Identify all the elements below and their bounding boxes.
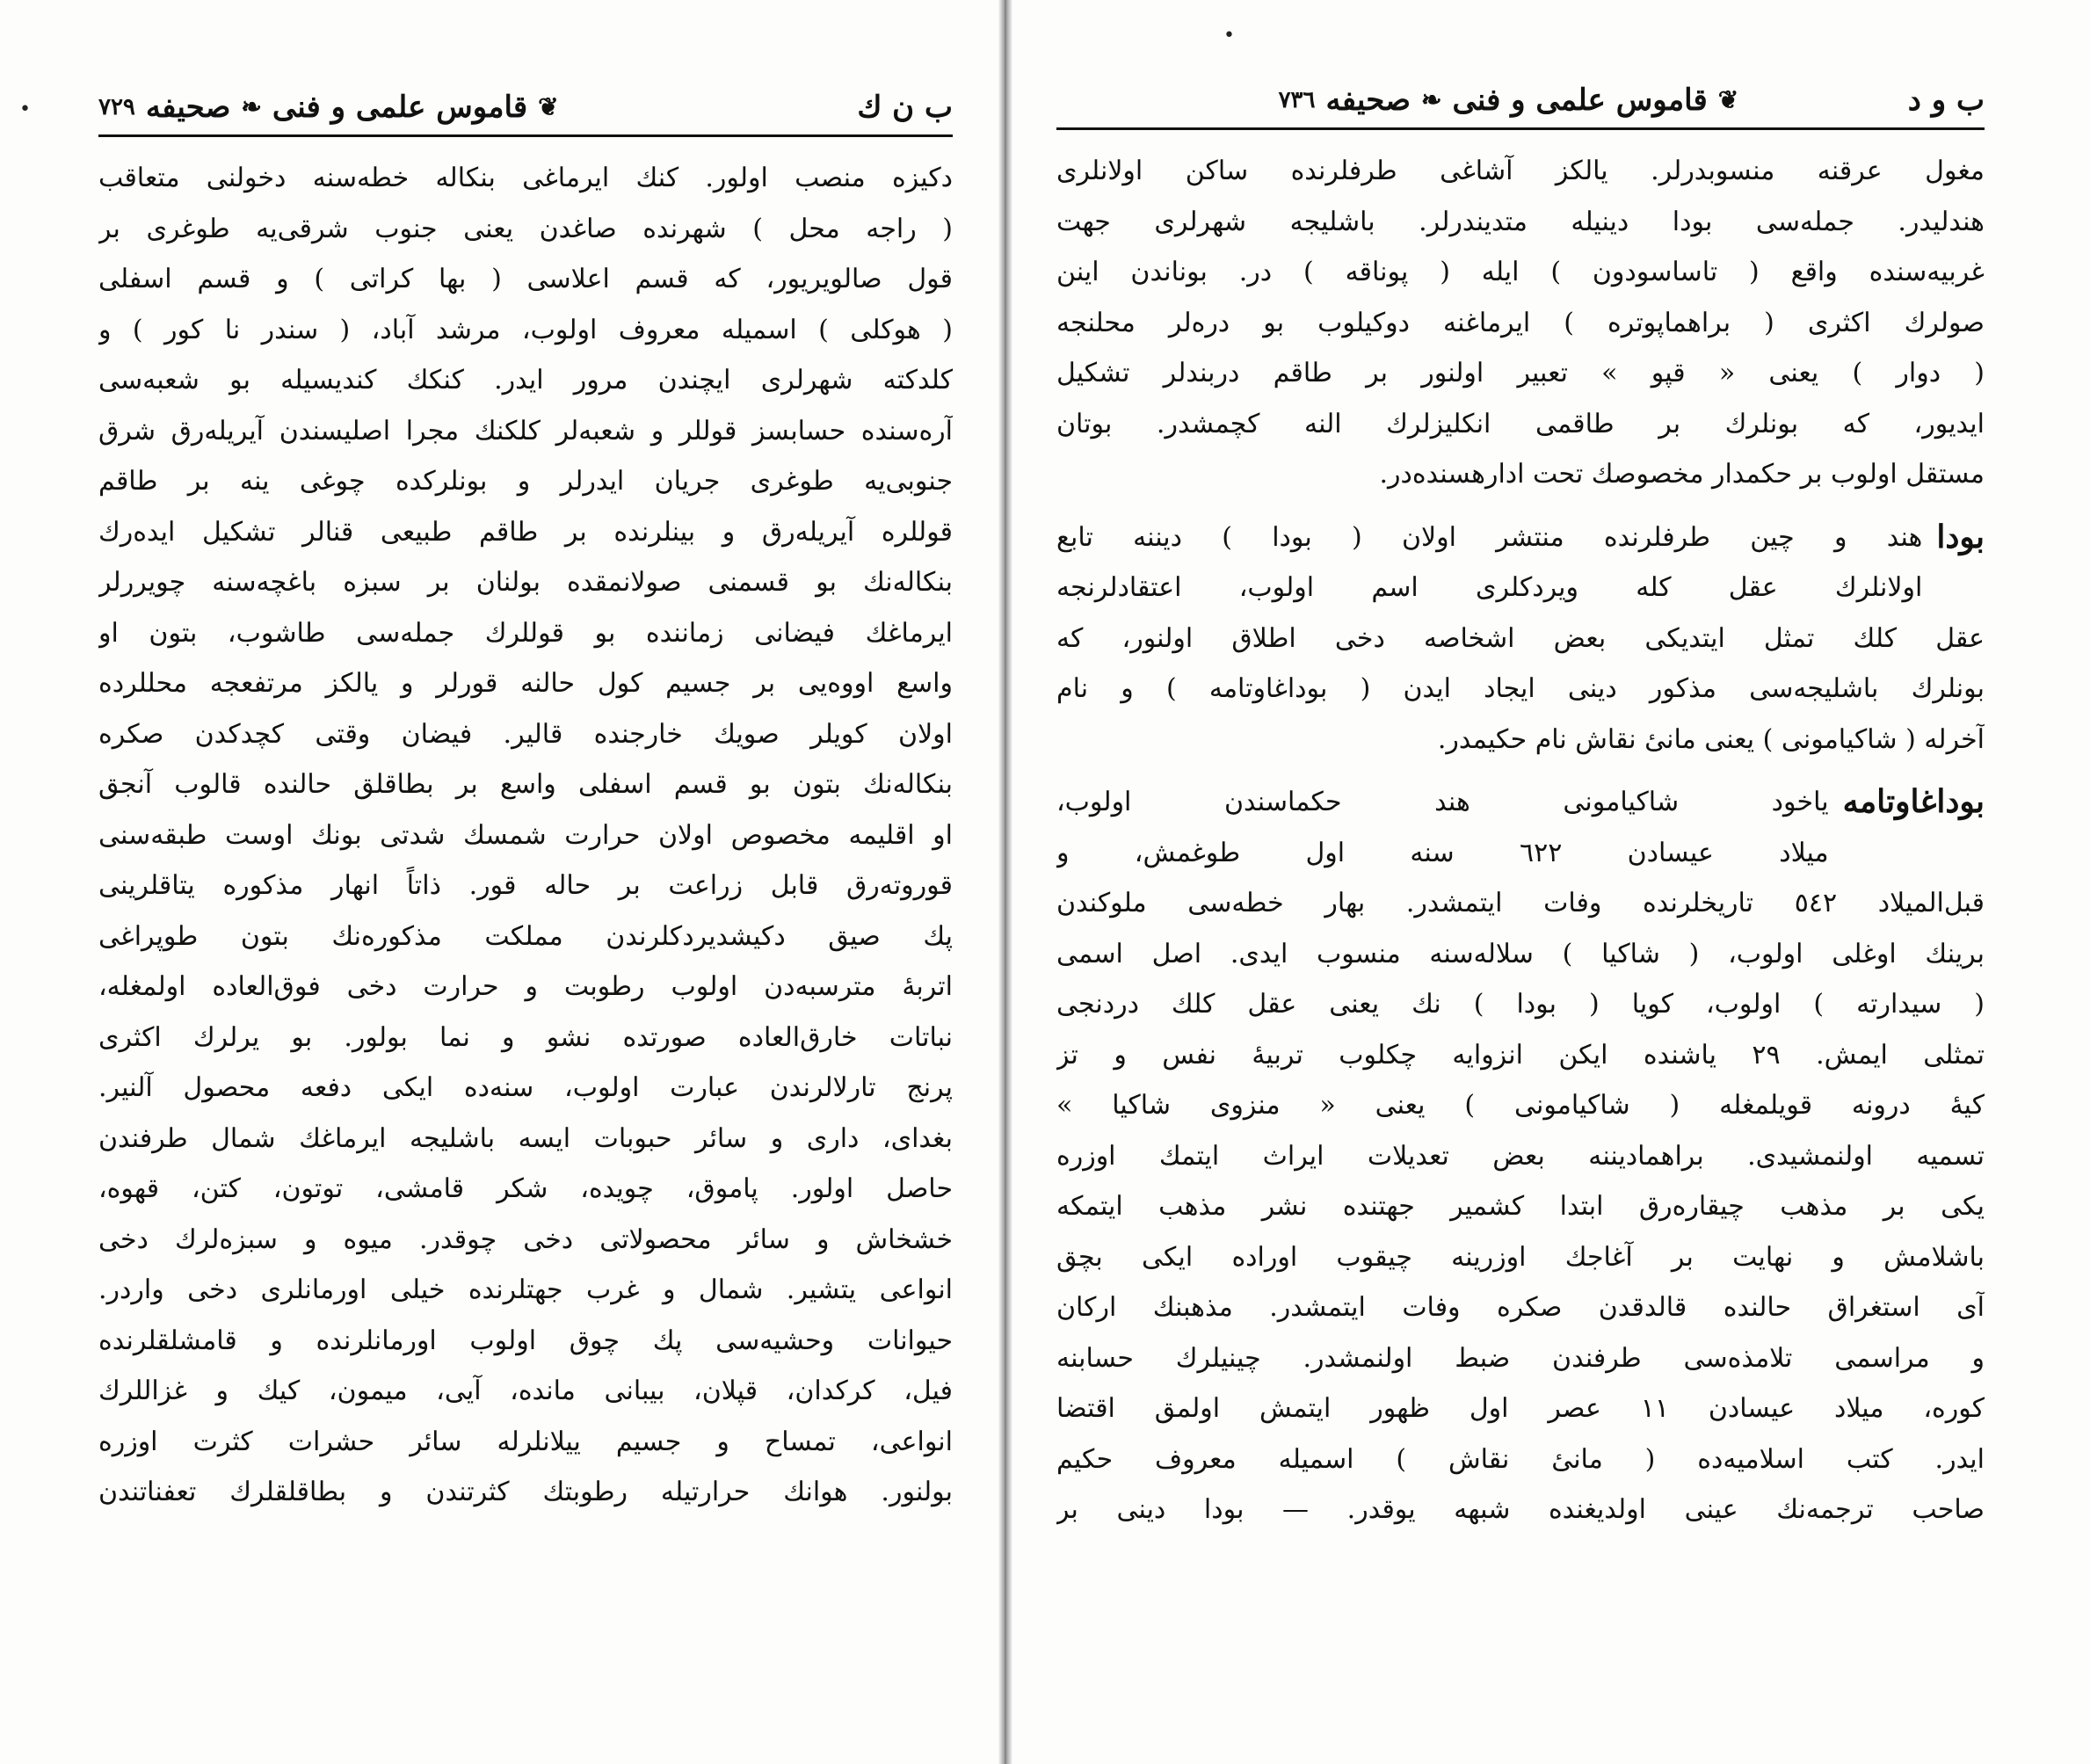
entry-body [1056, 878, 1985, 1535]
ornament-icon: ❦ [1717, 85, 1739, 114]
text-line: و مراسمی تلامذه‌سی طرفندن ضبط اولنمشدر. چینیلرك حسابنه [1056, 1342, 1985, 1374]
text-line: حاصل اولور. پاموق، چویده، شکر قامشی، توتون، کتن، قهوه، [98, 1173, 953, 1204]
text-line: برینك اوغلی اولوب، ( شاکیا ) سلاله‌سنه منسوب ایدی. اصل اسمی [1056, 938, 1985, 969]
header-letters: ب و د [1907, 82, 1985, 118]
margin-dot: • [1223, 25, 1235, 47]
margin-dot: • [19, 98, 31, 120]
text-line: واسع اووه‌یی بر جسیم کول حالنه قورلر و یالکز مرتفعجه محللرده [98, 668, 953, 699]
page-label: صحیفه [1325, 82, 1411, 118]
header-title: قاموس علمی و فنی [1452, 82, 1708, 118]
text-line: آخرله ( شاکیامونی ) یعنی مانیٔ نقاش نام حکیمدر. [1437, 723, 1985, 755]
text-line: بونلرك باشلیجه‌سی مذکور دینی ایجاد ایدن ( بوداغاوتامه ) و نام [1056, 673, 1985, 704]
text-line: جنوبی‌یه طوغری جریان ایدرلر و بونلرکده چوغی ینه بر طاقم [98, 466, 953, 497]
intro-paragraph [1056, 146, 1985, 500]
text-line: ( هوکلی ) اسمیله معروف اولوب، مرشد آباد، ( سندر نا کور ) و [98, 314, 953, 345]
text-line: اولانلرك عقل کله ویردکلری اسم اولوب، اعتقادلرنجه [1056, 572, 1923, 603]
page-number: ٧٣٦ [1278, 86, 1316, 113]
text-line: کیهٔ درونه قویلمغله ( شاکیامونی ) یعنی « منزوی شاکیا » [1056, 1090, 1985, 1121]
text-line: تسمیه اولنمشیدی. براهمادیننه بعض تعدیلات ایراث ایتمك اوزره [1056, 1140, 1985, 1172]
ornament-icon: ❦ [538, 92, 559, 121]
spacer [1056, 500, 1985, 512]
page-header [1056, 72, 1985, 130]
text-line: غربیه‌سنده واقع ( تاساسودون ) ایله ( پوناقه ) در. بوناندن اینن [1056, 257, 1985, 287]
text-line: فیل، کرکدان، قپلان، بیبانی مانده، آیی، میمون، کیك و غزاللرك [98, 1376, 953, 1406]
text-line: صولرك اکثری ( براهماپوتره ) ایرماغنه دوکیلوب بو دره‌لر محلنجه [1056, 307, 1985, 338]
header-title-group [1279, 83, 1739, 118]
text-line: انواعی، تمساح و جسیم ییلانلرله سائر حشرات کثرت اوزره [98, 1426, 953, 1457]
text-line: اولان کویلر صویك خارجنده قالیر. فیضان وقتی کچدکدن صکره [98, 718, 953, 750]
text-line: بنکاله‌نك بتون بو قسم اسفلی واسع بر بطاقلق حالنده قالوب آنجق [98, 769, 953, 800]
text-line: مغول عرقنه منسوبدرلر. یالکز آشاغی طرفلرنده ساکن اولانلری [1056, 156, 1985, 186]
text-line: میلاد عیسادن ٦٢٢ سنه اول طوغمش، و [1056, 837, 1829, 868]
text-line: یاخود شاکیامونی هند حکماسندن اولوب، [1056, 787, 1829, 817]
text-line: نباتات خارق‌العاده صورتده نشو و نما بولور. بو یرلرك اکثری [98, 1021, 953, 1053]
text-line: آره‌سنده حسابسز قوللر و شعبه‌لر کلکنك مجرا اصلیسندن آیریله‌رق شرق [98, 415, 953, 446]
header-title-group [98, 90, 559, 125]
spacer [1056, 765, 1985, 777]
left-page [0, 0, 998, 1764]
text-line: باشلامش و نهایت بر آغاجك اوزرینه چیقوب اوراده ایکی بچق [1056, 1241, 1985, 1273]
text-line: آی استغراق حالنده قالدقدن صکره وفات ایتمشدر. مذهبنك ارکان [1056, 1292, 1985, 1323]
text-line: هندلیدر. جمله‌سی بودا دینیله متدیندرلر. باشلیجه شهرلری جهت [1056, 206, 1985, 237]
page-number: ٧٢٩ [98, 93, 135, 120]
text-line: یکی بر مذهب چیقاره‌رق ابتدا کشمیر جهتنده نشر مذهب ایتمکه [1056, 1191, 1985, 1222]
text-line: هند و چین طرفلرنده منتشر اولان ( بودا ) دیننه تابع [1056, 521, 1923, 553]
page-label: صحیفه [145, 89, 231, 125]
text-line: حیوانات وحشیه‌سی پك چوق اولوب اورمانلرنده و قامشلقلرنده [98, 1325, 953, 1356]
text-line: صاحب ترجمه‌نك عینی اولدیغنده شبهه یوقدر. — بودا دینی بر [1056, 1494, 1985, 1525]
text-line: اتربهٔ مترسبه‌دن اولوب رطوبت و حرارت دخی فوق‌العاده اولمغله، [98, 971, 953, 1002]
text-line: پرنج تارلالرندن عبارت اولوب، سنه‌ده ایکی دفعه محصول آلنیر. [98, 1072, 953, 1103]
header-title: قاموس علمی و فنی [272, 89, 528, 125]
entry-term: بوداغاوتامه [1842, 783, 1985, 820]
ornament-icon: ❧ [241, 92, 262, 121]
entry-body [1056, 613, 1985, 766]
text-line: ( سیدارته ) اولوب، کویا ( بودا ) نك یعنی عقل کلك دردنجی [1056, 989, 1985, 1020]
text-line: ( راجه محل ) شهرنده صاغدن یعنی جنوب شرقی‌یه طوغری بر [98, 213, 953, 244]
entry-term: بودا [1936, 518, 1985, 555]
text-line: عقل کلك تمثل ایتدیکی بعض اشخاصه دخی اطلاق اولنور، که [1056, 622, 1985, 654]
entry-first-lines [1056, 777, 1829, 878]
page-header [98, 79, 953, 137]
text-line: بنکاله‌نك بو قسمنی صولانمقده بولنان بر سبزه باغچه‌سنه چویررلر [98, 567, 953, 598]
text-line: تمثلی ایمش. ٢٩ یاشنده ایکن انزوایه چکلوب تربیهٔ نفس و تز [1056, 1039, 1985, 1071]
text-line: کلدکته شهرلری ایچندن مرور ایدر. کنکك کندیسیله بو شعبه‌سی [98, 365, 953, 396]
book-gutter [998, 0, 1012, 1764]
header-letters: ب ن ك [857, 89, 953, 125]
text-line: قبل‌المیلاد ٥٤٢ تاریخلرنده وفات ایتمشدر. بهار خطه‌سی ملوکندن [1056, 888, 1985, 918]
text-line: بولنور. هوانك حرارتیله رطوبتك کثرتندن و بطاقلقلرك تعفناتندن [98, 1477, 953, 1507]
text-line: ایدر. کتب اسلامیه‌ده ( مانیٔ نقاش ) اسمیله معروف حکیم [1056, 1443, 1985, 1475]
text-line: دکیزه منصب اولور. کنك ایرماغی بنکاله خطه‌سنه دخولنی متعاقب [98, 163, 953, 193]
text-line: قوللره آیریله‌رق و بینلرنده بر طاقم طبیعی قنالر تشکیل ایده‌رك [98, 516, 953, 548]
text-line: خشخاش و سائر محصولاتی دخی چوقدر. میوه و سبزه‌لرك دخی [98, 1223, 953, 1255]
text-line: مستقل اولوب بر حکمدار مخصوصك تحت ادارهسنده‌در. [1379, 459, 1985, 490]
ornament-icon: ❧ [1421, 85, 1442, 114]
text-line: ( دوار ) یعنی « قپو » تعبیر اولنور بر طاقم دربندلر تشکیل [1056, 358, 1985, 388]
text-line: ایدیور، که بونلرك بر طاقمی انکلیزلرك النه کچمشدر. بوتان [1056, 408, 1985, 439]
page-body [98, 153, 953, 1518]
text-line: بغدای، داری و سائر حبوبات ایسه باشلیجه ایرماغك شمال طرفندن [98, 1122, 953, 1154]
text-line: پك صیق دکیشدیردکلرندن مملکت مذکوره‌نك بتون طوپراغی [98, 920, 953, 952]
text-line: قوروته‌رق قابل زراعت بر حاله قور. ذاتاً انهار مذکوره یتاقلرینی [98, 870, 953, 901]
right-page [1012, 0, 2090, 1764]
dictionary-entry-budaghautama [1056, 777, 1985, 878]
dictionary-entry-buda [1056, 512, 1985, 613]
text-line: کوره، میلاد عیسادن ١١ عصر اول ظهور ایتمش اولمق اقتضا [1056, 1393, 1985, 1424]
entry-first-lines [1056, 512, 1922, 613]
text-line: قول صالویریور، که قسم اعلاسی ( بها کراتی ) و قسم اسفلی [98, 264, 953, 294]
text-line: انواعی یتشیر. شمال و غرب جهتلرنده خیلی اورمانلری دخی واردر. [98, 1274, 953, 1305]
text-line: ایرماغك فیضانی زماننده بو قوللرك جمله‌سی طاشوب، بتون او [98, 617, 953, 649]
page-body [1056, 146, 1985, 1535]
text-line: او اقلیمه مخصوص اولان حرارت شمسك شدتی بونك اوست طبقه‌سنی [98, 819, 953, 851]
